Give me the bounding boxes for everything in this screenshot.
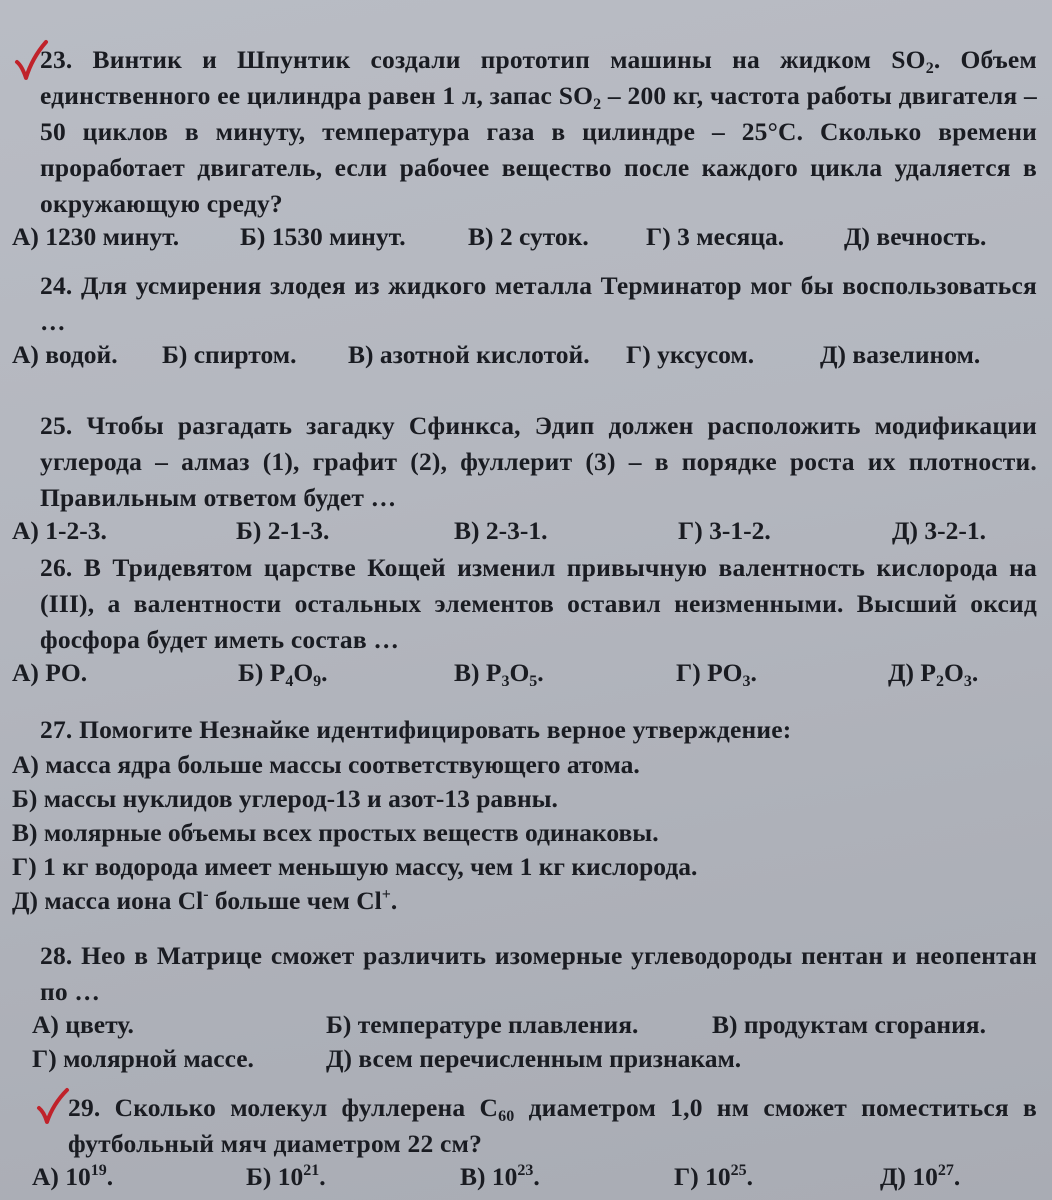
question-24-options <box>12 340 1037 376</box>
answer-option[interactable]: А) водой. <box>12 340 118 369</box>
answer-option[interactable]: Б) 2-1-3. <box>236 516 330 545</box>
answer-option[interactable]: В) $P_3O_5$. <box>454 658 544 690</box>
answer-option[interactable]: А) PO. <box>12 658 88 687</box>
answer-option[interactable]: В) молярные объемы всех простых веществ одинаковы. <box>12 818 659 847</box>
answer-option[interactable]: А) цвету. <box>32 1010 134 1039</box>
answer-option[interactable]: Б) спиртом. <box>162 340 297 369</box>
question-28-options-row2 <box>12 1044 1037 1078</box>
answer-option[interactable]: Д) всем перечисленным признакам. <box>326 1044 742 1073</box>
answer-option[interactable]: Д) 3-2-1. <box>892 516 987 545</box>
question-27 <box>12 712 1037 918</box>
answer-option[interactable]: Д) вазелином. <box>820 340 981 369</box>
answer-option[interactable]: Б) $10^{21}$. <box>246 1162 326 1191</box>
question-28-text: 28. Нео в Матрице сможет различить изомерные углеводороды пентан и неопентан по … <box>40 941 1038 1006</box>
answer-option[interactable]: Г) $10^{25}$. <box>674 1162 753 1191</box>
answer-option[interactable]: Г) молярной массе. <box>32 1044 254 1073</box>
question-27-text: 27. Помогите Незнайке идентифицировать верное утверждение: <box>40 715 792 744</box>
answer-option[interactable]: Г) $PO_3$. <box>676 658 757 690</box>
question-29 <box>12 1090 1037 1198</box>
question-25-options <box>12 516 1037 552</box>
question-26-options <box>12 658 1037 694</box>
answer-option[interactable]: Г) 3 месяца. <box>646 222 785 251</box>
answer-option[interactable]: В) 2-3-1. <box>454 516 548 545</box>
answer-option[interactable]: А) 1-2-3. <box>12 516 107 545</box>
question-26 <box>12 550 1037 694</box>
question-29-text: 29. Сколько молекул фуллерена $С_{60}$ диаметром 1,0 нм сможет поместиться в футбольный мяч диаметром 22 см? <box>68 1093 1038 1158</box>
answer-option[interactable]: Д) вечность. <box>844 222 987 251</box>
answer-option[interactable]: В) продуктам сгорания. <box>712 1010 986 1039</box>
answer-option[interactable]: Г) 1 кг водорода имеет меньшую массу, чем 1 кг кислорода. <box>12 852 698 881</box>
answer-option[interactable]: Д) масса иона Cl- больше чем Cl+. <box>12 886 398 915</box>
answer-option[interactable]: Г) уксусом. <box>626 340 755 369</box>
answer-option[interactable]: Б) 1530 минут. <box>240 222 406 251</box>
question-23 <box>12 42 1037 258</box>
answer-option[interactable]: А) $10^{19}$. <box>32 1162 114 1191</box>
question-26-text: 26. В Тридевятом царстве Кощей изменил привычную валентность кислорода на (III), а валентности остальных элементов оставил неизменными. Высший оксид фосфора будет иметь состав … <box>40 553 1038 654</box>
answer-option[interactable]: В) азотной кислотой. <box>348 340 590 369</box>
answer-option[interactable]: Б) температуре плавления. <box>326 1010 639 1039</box>
answer-option[interactable]: Д) $P_2O_3$. <box>888 658 979 690</box>
question-28-options-row1 <box>12 1010 1037 1044</box>
question-23-text: 23. Винтик и Шпунтик создали прототип машины на жидком $SO_2$. Объем единственного ее цилиндра равен 1 л, запас $SO_2 - 200$ кг, частота работы двигателя – 50 циклов в минуту, температура газа в цилиндре – 25°С. Сколько времени проработает двигатель, если рабочее вещество после каждого цикла удаляется в окружающую среду? <box>40 45 1038 218</box>
question-24 <box>12 268 1037 376</box>
question-29-options <box>12 1162 1037 1198</box>
question-28 <box>12 938 1037 1078</box>
answer-option[interactable]: Д) $10^{27}$. <box>880 1162 961 1191</box>
question-24-text: 24. Для усмирения злодея из жидкого металла Терминатор мог бы воспользоваться … <box>40 271 1037 336</box>
question-23-options <box>12 222 1037 258</box>
answer-option[interactable]: Б) массы нуклидов углерод-13 и азот-13 равны. <box>12 784 558 813</box>
answer-option[interactable]: А) 1230 минут. <box>12 222 180 251</box>
answer-option[interactable]: Г) 3-1-2. <box>678 516 771 545</box>
answer-option[interactable]: В) $10^{23}$. <box>460 1162 540 1191</box>
answer-option[interactable]: В) 2 суток. <box>468 222 589 251</box>
answer-option[interactable]: Б) $P_4O_9$. <box>238 658 328 690</box>
answer-option[interactable]: А) масса ядра больше массы соответствующего атома. <box>12 750 640 779</box>
question-25-text: 25. Чтобы разгадать загадку Сфинкса, Эдип должен расположить модификации углерода – алмаз (1), графит (2), фуллерит (3) – в порядке роста их плотности. Правильным ответом будет … <box>40 411 1037 512</box>
question-25 <box>12 408 1037 552</box>
